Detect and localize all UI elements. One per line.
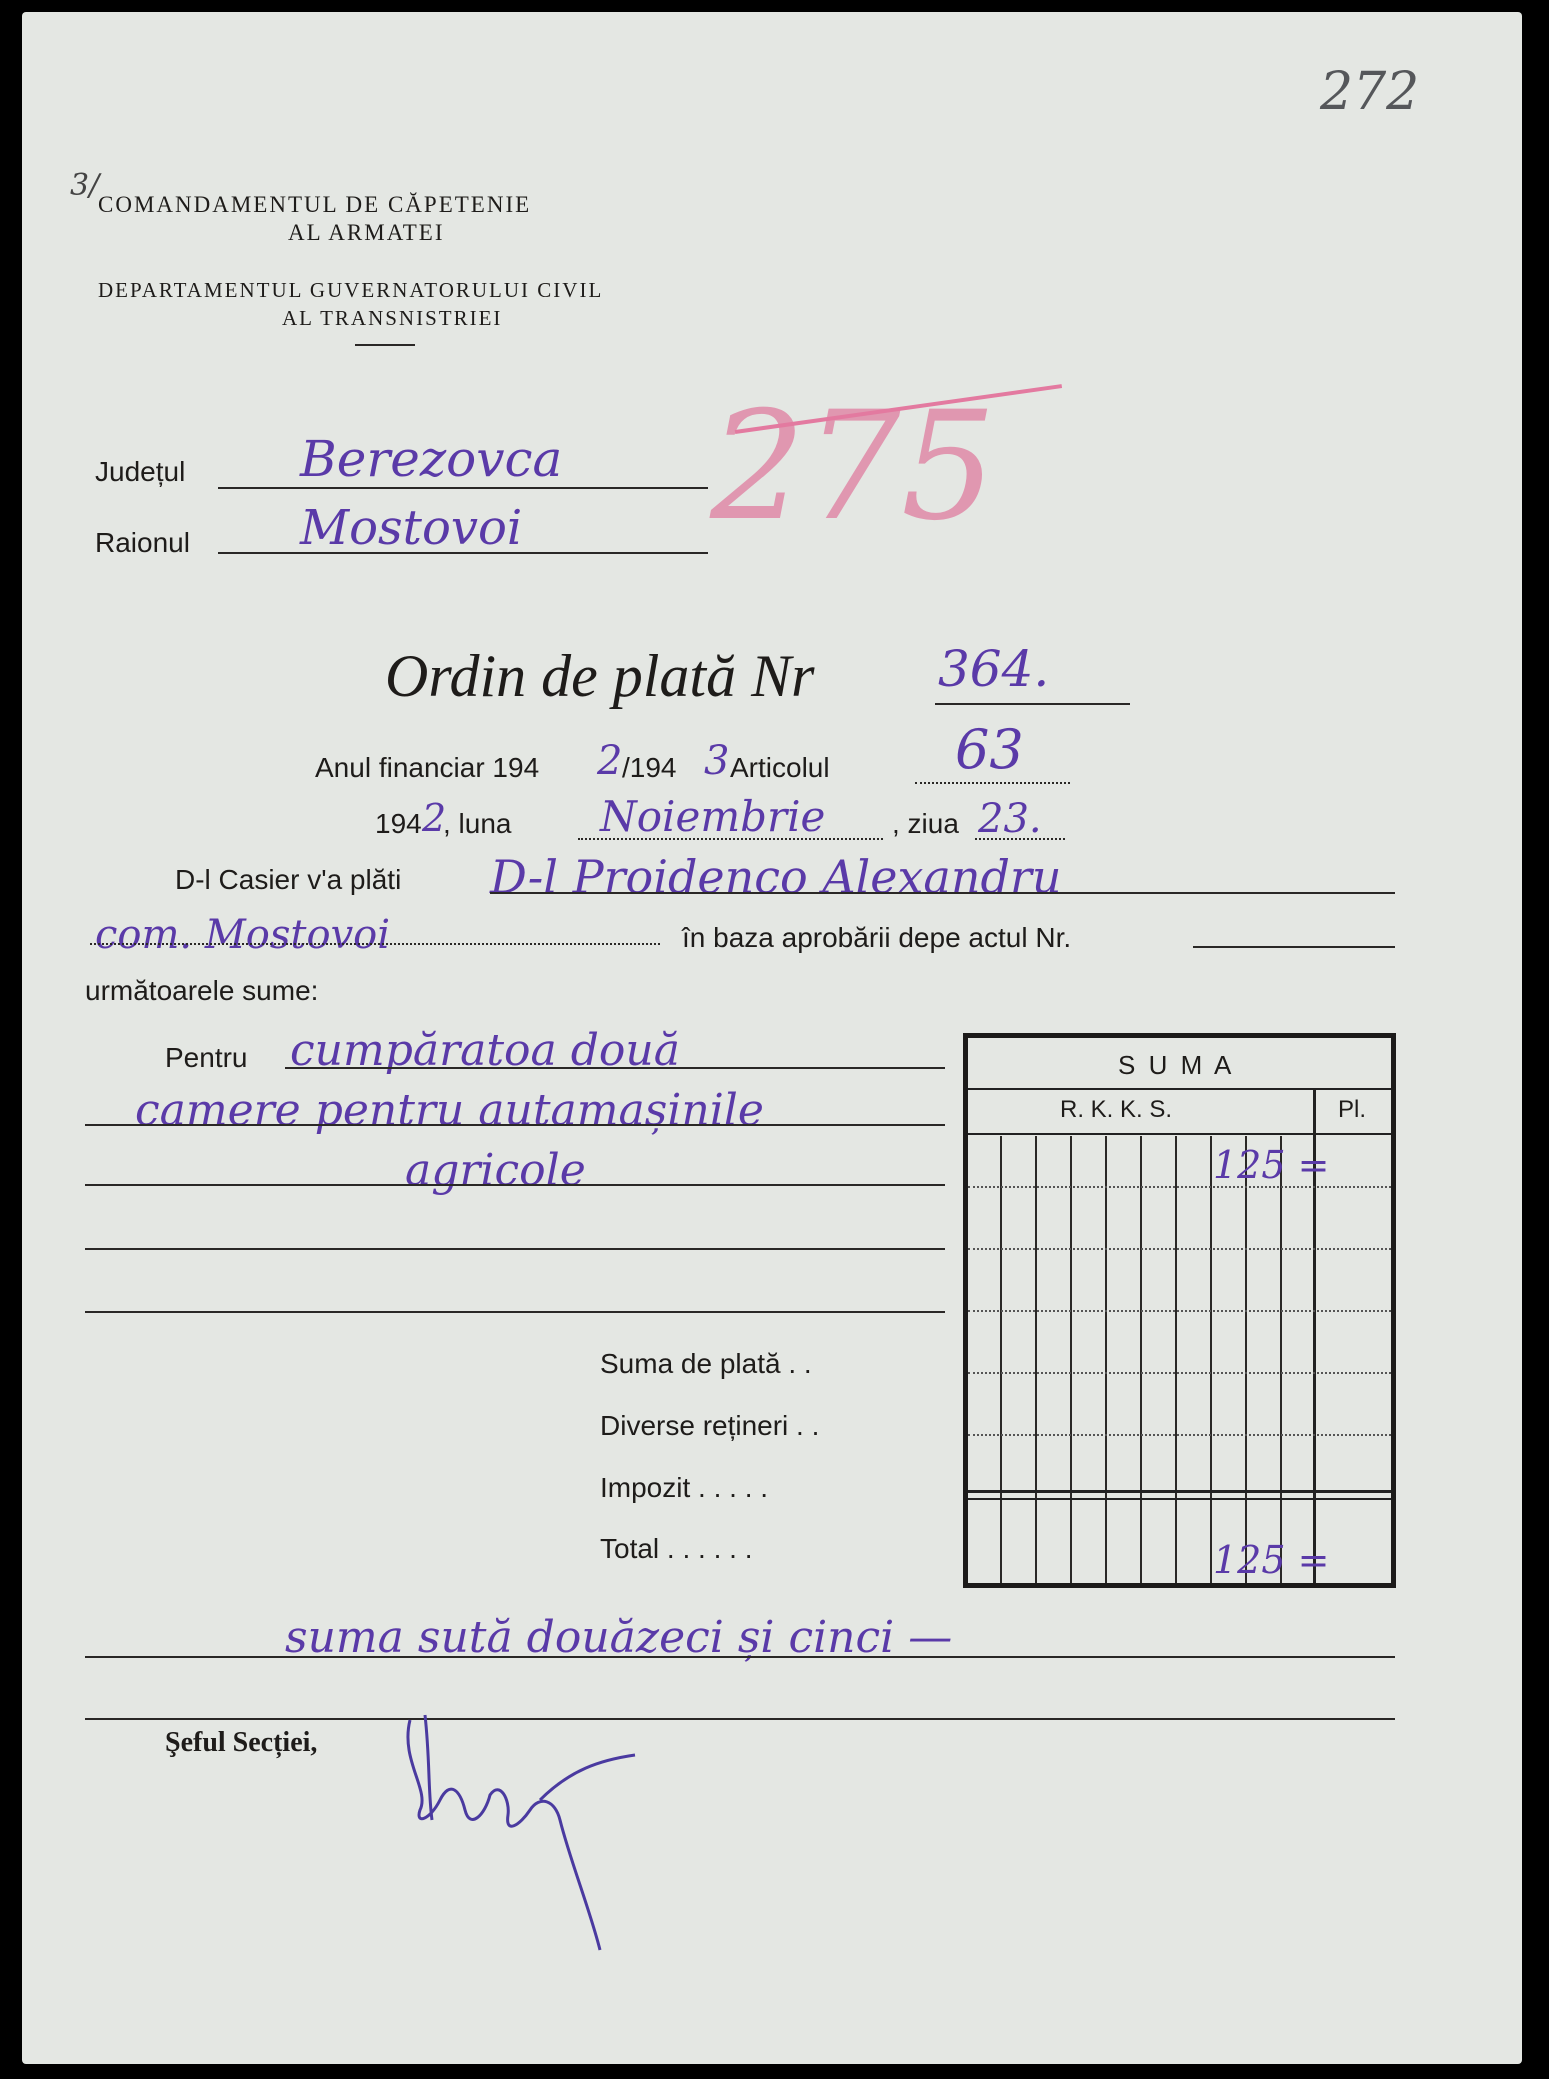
table-rule-subheader [968,1133,1391,1135]
pentru-rule-4 [85,1248,945,1250]
luna-line [578,838,883,840]
col-rule [1105,1136,1107,1583]
pentru-rule-1 [285,1067,945,1069]
pentru-rule-2 [85,1124,945,1126]
col-rule [1245,1136,1247,1583]
row-rule [968,1372,1391,1374]
pentru-rule-3 [85,1184,945,1186]
pentru-line-2: camere pentru autamașinile [135,1085,764,1136]
pl-header: Pl. [1338,1096,1367,1123]
stamp-number: 275 [710,380,997,554]
col-rule [1175,1136,1177,1583]
ziua-label: , ziua [892,808,959,839]
header-prefix-mark: 3/ [70,168,100,203]
col-rule [1280,1136,1282,1583]
year-digit: 2 [422,796,447,840]
ziua-line [975,838,1065,840]
rkks-header: R. K. K. S. [1060,1096,1173,1123]
col-rule [1070,1136,1072,1583]
payee-line2: com. Mostovoi [95,912,391,958]
row1-value: 125 = [1213,1143,1330,1187]
signature-label: Şeful Secției, [165,1727,318,1758]
payee-line [490,892,1395,894]
total-value: 125 = [1213,1538,1330,1582]
year-prefix: 194 [375,808,422,839]
luna-value: Noiembrie [600,792,826,841]
articol-value: 63 [955,718,1024,781]
casier-label: D-l Casier v'a plăti [175,864,402,895]
col-rule [1210,1136,1212,1583]
col-rule [1140,1136,1142,1583]
amount-words: suma sută douăzeci și cinci — [285,1612,953,1663]
header-divider [355,344,415,346]
an-financiar-label [315,752,539,784]
an-label: Anul financiar 194 [315,752,540,783]
payee-line2-rule [90,943,660,945]
handwritten-signature [390,1700,650,1960]
impozit-label: Impozit . . . . . [600,1472,769,1503]
row-rule [968,1310,1391,1312]
title-text: Ordin de plată Nr [385,643,815,709]
archive-number: 272 [1320,62,1420,122]
articol-line [915,782,1070,784]
table-rule-header [968,1088,1391,1090]
suma-table [963,1033,1396,1588]
col-rule [1000,1136,1002,1583]
col-rule [1035,1136,1037,1583]
pentru-rule-5 [85,1311,945,1313]
judetul-label: Județul [95,456,186,487]
baza-line [1193,946,1395,948]
judetul-value: Berezovca [300,430,563,488]
pentru-line-1: cumpăratoa două [290,1025,680,1076]
articol-label: Articolul [730,752,830,783]
baza-label: în baza aprobării depe actul Nr. [682,922,1072,953]
raionul-value: Mostovoi [300,500,523,556]
an-year2: 3 [704,738,730,784]
raionul-label: Raionul [95,527,190,558]
header-line-4: AL TRANSNISTRIEI [282,306,503,330]
sume-label: următoarele sume: [85,975,319,1006]
payee: D-l Proidenco Alexandru [490,850,1062,904]
amount-rule [85,1656,1395,1658]
pentru-label: Pentru [165,1042,248,1073]
header-line-3: DEPARTAMENTUL GUVERNATORULUI CIVIL [98,278,604,302]
suma-plata-label: Suma de plată . . [600,1348,812,1379]
row-rule [968,1434,1391,1436]
row-rule [968,1248,1391,1250]
document-title [385,642,814,711]
total-label: Total . . . . . . [600,1533,753,1564]
ziua-value: 23. [978,796,1042,842]
order-number-line [935,703,1130,705]
pentru-line-3: agricole [405,1145,586,1196]
suma-header: S U M A [1118,1050,1235,1080]
order-number: 364. [938,640,1050,698]
header-line-1: COMANDAMENTUL DE CĂPETENIE [98,192,532,217]
diverse-label: Diverse rețineri . . [600,1410,820,1441]
bottom-rule [85,1718,1395,1720]
an-year1: 2 [597,738,623,784]
row-rule-total-2 [968,1498,1391,1500]
header-line-2: AL ARMATEI [288,220,445,245]
row-rule-total [968,1490,1391,1493]
an-sep: /194 [622,752,677,783]
luna-label: , luna [443,808,512,839]
